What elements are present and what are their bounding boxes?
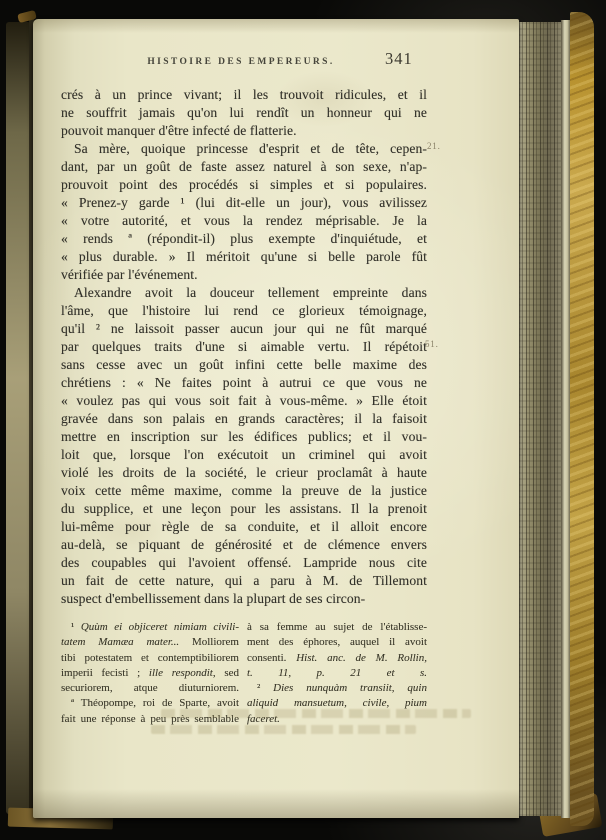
page-stack-fore-edge <box>519 22 561 816</box>
footnote-line: imperii fecisti ; ille respondit, sed <box>61 666 239 679</box>
body-line: mettre en inscription sur les édifices publics; et il vou- <box>61 429 427 444</box>
body-line: « votre autorité, et vous la rendez méprisable. Je la <box>61 213 427 228</box>
footnote-line: à sa femme au sujet de l'établisse- <box>247 621 427 633</box>
footnote-line: securiorem, atque diuturniorem. <box>61 682 239 695</box>
show-through-text-line-1 <box>161 709 471 718</box>
body-line: « rends ª (répondit-il) plus exempte d'inquiétude, et <box>61 231 427 246</box>
body-line: gravée dans son palais en grands caractères; il la faisoit <box>61 411 427 426</box>
adjacent-page-edge <box>6 22 31 814</box>
body-line: pouvoit manquer d'être infecté de flatterie. <box>61 123 297 138</box>
body-line: lui-même pour règle de sa conduite, et il alloit encore <box>61 519 427 534</box>
body-line: chrétiens : « Ne faites point à autrui ce que vous ne <box>61 375 427 390</box>
body-line: Alexandre avoit la douceur tellement empreinte dans <box>74 285 427 300</box>
body-line: suspect d'embellissement dans la plupart de ses circon- <box>61 591 366 606</box>
body-line: prouvoit point des procédés si simples et si populaires. <box>61 177 427 192</box>
body-line: voix cette même maxime, comme la preuve de la justice <box>61 483 427 498</box>
body-line: qu'il ² ne laissoit passer aucun jour qui ne fût marqué <box>61 321 427 336</box>
footnote-line: ¹ Quùm ei objiceret nimiam civili- <box>71 621 239 633</box>
body-line: du supplice, et une leçon pour les assistans. Il la prenoit <box>61 501 427 516</box>
footnote-line: ment des éphores, auquel il avoit <box>247 636 427 649</box>
outer-page-edge <box>561 20 570 818</box>
running-title: HISTOIRE DES EMPEREURS. <box>147 57 335 67</box>
show-through-text-line-2 <box>151 725 416 734</box>
gilt-cover-edge <box>570 12 594 826</box>
body-line: ne souffrit jamais qu'on lui rendît un honneur qui ne <box>61 105 427 120</box>
body-line: sans cesse avec un goût infini cette belle maxime des <box>61 357 427 372</box>
body-line: des coupables qui l'avoient offensé. Lampride nous cite <box>61 555 427 570</box>
footnote-line: consenti. Hist. anc. de M. Rollin, <box>247 651 427 664</box>
footnote-line: faceret. <box>247 712 280 725</box>
body-line: « voulez pas qui vous soit fait à vous-même. » Elle étoit <box>61 393 427 408</box>
footnote-line: ª Théopompe, roi de Sparte, avoit <box>71 697 239 710</box>
body-line: « Prenez-y garde ¹ (lui dit-elle un jour), vous avilissez <box>61 195 427 210</box>
margin-note-21: 21. <box>427 141 441 151</box>
body-line: un fait de cette nature, qui a paru à M. de Tillemont <box>61 573 427 588</box>
body-line: violé les droits de la société, le crieur proclamât à haute <box>61 465 427 480</box>
page-number: 341 <box>385 49 413 68</box>
footnote-line: ² Dies nunquàm transiit, quin <box>257 682 427 695</box>
body-line: Sa mère, quoique princesse d'esprit et de tête, cepen- <box>74 141 427 156</box>
footnote-line: tatem Mamæa mater... Molliorem <box>61 636 239 649</box>
body-line: vérifiée par l'événement. <box>61 267 198 282</box>
footnote-line: t. 11, p. 21 et s. <box>247 666 427 679</box>
margin-note-51: 51. <box>425 339 439 349</box>
body-text <box>61 86 427 608</box>
footnote-line: aliquid mansuetum, civile, pium <box>247 697 427 710</box>
footnote-line: tibi potestatem et contemptibiliorem <box>61 651 239 664</box>
body-line: au-delà, se piquant de générosité et de clémence envers <box>61 537 427 552</box>
body-line: dant, par un goût de faste assez naturel à son sexe, n'ap- <box>61 159 427 174</box>
body-line: loit que, lorsque l'on exécutoit un criminel qui avoit <box>61 447 427 462</box>
footnote-line: fait une réponse à peu près semblable <box>61 712 239 725</box>
body-line: l'âme, que l'histoire lui rend ce glorieux témoignage, <box>61 303 427 318</box>
body-line: par quelques traits d'une si aimable vertu. Il répétoit <box>61 339 427 354</box>
book-page <box>33 19 519 818</box>
body-line: « plus durable. » Il méritoit qu'une si belle parole fût <box>61 249 427 264</box>
body-line: crés à un prince vivant; il les trouvoit ridicules, et il <box>61 87 427 102</box>
